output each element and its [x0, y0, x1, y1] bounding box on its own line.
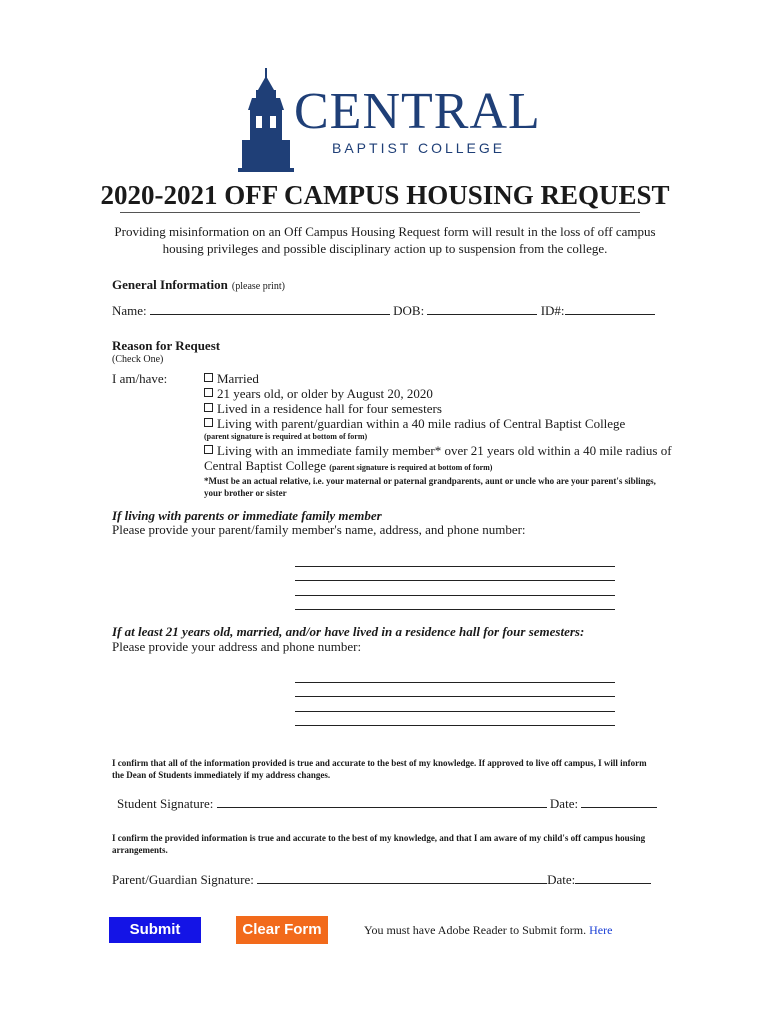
option-label: Living with parent/guardian within a 40 mile radius of Central Baptist College: [217, 416, 626, 431]
self-line-4[interactable]: [295, 725, 615, 726]
relative-footnote: *Must be an actual relative, i.e. your maternal or paternal grandparents, aunt or uncle who are your parent's siblings, your brother or sister: [204, 476, 656, 498]
logo-subtitle: BAPTIST COLLEGE: [332, 140, 506, 156]
option-married[interactable]: [204, 371, 674, 386]
reason-lead: I am/have:: [112, 371, 168, 386]
parent-confirm-text: I confirm the provided information is true and accurate to the best of my knowledge, and that I am aware of my child's off campus housing arrangements.: [112, 833, 646, 855]
option-label: Lived in a residence hall for four semesters: [217, 401, 442, 416]
parent-sig-note-2: (parent signature is required at bottom of form): [329, 463, 493, 472]
student-confirm-text: I confirm that all of the information provided is true and accurate to the best of my knowledge. If approved to live off campus, I will inform the Dean of Students immediately if my address changes.: [112, 758, 647, 780]
college-logo: [232, 68, 541, 178]
dob-field[interactable]: [427, 302, 537, 315]
parent-date-label: Date:: [547, 872, 576, 887]
student-signature-field[interactable]: [217, 795, 547, 808]
student-date-field[interactable]: [581, 795, 657, 808]
dob-label: DOB:: [393, 303, 425, 318]
student-sig-label: Student Signature:: [117, 796, 214, 811]
parent-date-field[interactable]: [575, 871, 651, 884]
logo-wordmark: CENTRAL: [294, 83, 541, 140]
option-label-cont: Central Baptist College: [204, 458, 327, 473]
parent-signature-row: [112, 871, 651, 888]
name-label: Name:: [112, 303, 147, 318]
id-field[interactable]: [565, 302, 655, 315]
option-family-member[interactable]: [204, 443, 674, 458]
warning-text: Providing misinformation on an Off Campus Housing Request form will result in the loss of off campus housing privileges and possible disciplinary action up to suspension from the college.: [114, 224, 656, 256]
student-date-label: Date:: [549, 796, 579, 811]
reason-options: [204, 371, 674, 499]
family-prompt: Please provide your parent/family member's name, address, and phone number:: [112, 522, 526, 537]
general-note: (please print): [231, 281, 285, 292]
checkbox[interactable]: [204, 373, 213, 382]
family-line-3[interactable]: [295, 595, 615, 596]
bell-tower-icon: [238, 68, 294, 172]
divider: [120, 212, 640, 213]
checkbox[interactable]: [204, 403, 213, 412]
option-family-member-cont: [204, 458, 674, 475]
adobe-reader-note: [364, 923, 612, 938]
general-info-heading: [112, 276, 285, 294]
id-label: ID#:: [540, 303, 565, 318]
self-heading: If at least 21 years old, married, and/or have lived in a residence hall for four semesters:: [112, 624, 585, 639]
self-line-3[interactable]: [295, 711, 615, 712]
checkbox[interactable]: [204, 445, 213, 454]
parent-sig-label: Parent/Guardian Signature:: [112, 872, 254, 887]
self-line-1[interactable]: [295, 682, 615, 683]
option-age[interactable]: [204, 386, 674, 401]
parent-signature-field[interactable]: [257, 871, 547, 884]
option-label: Living with an immediate family member* over 21 years old within a 40 mile radius of: [217, 443, 672, 458]
checkbox[interactable]: [204, 388, 213, 397]
form-title: 2020-2021 OFF CAMPUS HOUSING REQUEST: [100, 180, 670, 210]
student-signature-row: [117, 795, 657, 812]
family-line-1[interactable]: [295, 566, 615, 567]
option-label: 21 years old, or older by August 20, 2020: [217, 386, 433, 401]
self-prompt: Please provide your address and phone number:: [112, 639, 362, 654]
clear-form-button[interactable]: Clear Form: [236, 916, 328, 944]
option-parent-guardian[interactable]: [204, 416, 674, 431]
family-heading: If living with parents or immediate family member: [112, 508, 382, 523]
parent-sig-note: (parent signature is required at bottom of form): [204, 432, 368, 441]
checkbox[interactable]: [204, 418, 213, 427]
self-line-2[interactable]: [295, 696, 615, 697]
general-heading: General Information: [112, 277, 228, 292]
submit-form-button[interactable]: Submit Form: [109, 917, 201, 943]
option-label: Married: [217, 371, 259, 386]
family-line-4[interactable]: [295, 609, 615, 610]
reason-note: (Check One): [112, 354, 164, 365]
name-field[interactable]: [150, 302, 390, 315]
reader-note-text: You must have Adobe Reader to Submit form.: [364, 923, 587, 937]
reason-heading: Reason for Request: [112, 338, 221, 353]
general-fields: [112, 302, 655, 319]
family-line-2[interactable]: [295, 580, 615, 581]
here-link[interactable]: Here: [589, 923, 613, 937]
option-residence-hall[interactable]: [204, 401, 674, 416]
